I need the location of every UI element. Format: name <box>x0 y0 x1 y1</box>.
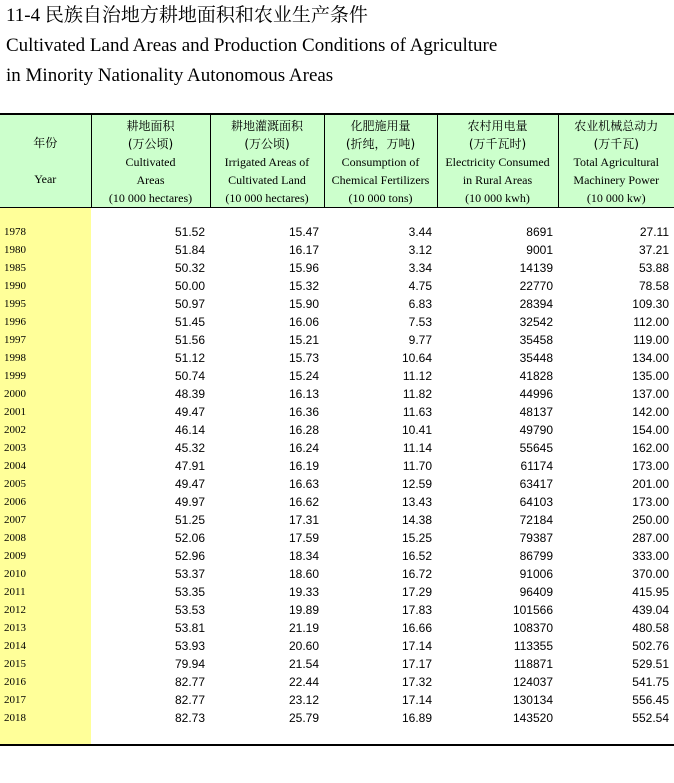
spacer-row <box>0 727 674 745</box>
table-row <box>0 637 674 655</box>
cell-machinery-power: 439.04 <box>632 603 669 617</box>
cell-machinery-power: 137.00 <box>632 387 669 401</box>
cell-irrigated-areas: 22.44 <box>288 675 319 689</box>
table-row <box>0 619 674 637</box>
cell-rural-electricity: 64103 <box>519 495 553 509</box>
cell-rural-electricity: 61174 <box>520 459 553 473</box>
header-irrigated-areas <box>210 114 324 208</box>
cell-year: 2015 <box>0 655 91 673</box>
cell-rural-electricity: 14139 <box>519 261 553 275</box>
cell-rural-electricity: 41828 <box>519 369 553 383</box>
cell-irrigated-areas: 15.96 <box>288 261 319 275</box>
cell-chemical-fertilizers: 3.44 <box>408 225 432 239</box>
cell-chemical-fertilizers: 16.72 <box>401 567 432 581</box>
cell-year: 2008 <box>0 529 91 547</box>
title-english-line1: Cultivated Land Areas and Production Conditions of Agriculture <box>6 35 498 56</box>
cell-chemical-fertilizers: 11.70 <box>402 459 432 473</box>
cell-rural-electricity: 124037 <box>512 675 553 689</box>
spacer-cell <box>324 727 437 745</box>
cell-rural-electricity: 35448 <box>519 351 553 365</box>
cell-machinery-power: 78.58 <box>638 279 669 293</box>
spacer-cell-year <box>0 208 91 224</box>
cell-cultivated-areas: 51.45 <box>174 315 205 329</box>
cell-rural-electricity: 44996 <box>519 387 553 401</box>
cell-chemical-fertilizers: 15.25 <box>401 531 432 545</box>
cell-chemical-fertilizers: 16.52 <box>401 549 432 563</box>
cell-machinery-power: 415.95 <box>632 585 669 599</box>
cell-irrigated-areas: 16.19 <box>288 459 319 473</box>
table-row <box>0 583 674 601</box>
cell-irrigated-areas: 18.34 <box>288 549 319 563</box>
table-row <box>0 493 674 511</box>
cell-irrigated-areas: 16.63 <box>288 477 319 491</box>
cell-cultivated-areas: 51.84 <box>174 243 205 257</box>
cell-year: 2005 <box>0 475 91 493</box>
cell-machinery-power: 53.88 <box>638 261 669 275</box>
spacer-cell <box>558 727 674 745</box>
table-row <box>0 313 674 331</box>
cell-chemical-fertilizers: 17.14 <box>401 639 432 653</box>
cell-chemical-fertilizers: 10.64 <box>401 351 432 365</box>
header-col3-en2: Chemical Fertilizers <box>331 173 430 187</box>
cell-rural-electricity: 130134 <box>512 693 553 707</box>
cell-machinery-power: 201.00 <box>632 477 669 491</box>
table-row <box>0 223 674 241</box>
header-col5-unit: (10 000 kw) <box>586 191 646 205</box>
cell-year: 1990 <box>0 277 91 295</box>
cell-irrigated-areas: 21.19 <box>288 621 319 635</box>
spacer-cell <box>91 208 210 224</box>
cell-chemical-fertilizers: 17.83 <box>401 603 432 617</box>
cell-cultivated-areas: 46.14 <box>174 423 205 437</box>
header-col4-cn2: (万千瓦时) <box>468 137 527 151</box>
spacer-cell <box>437 208 558 224</box>
cell-rural-electricity: 35458 <box>519 333 553 347</box>
header-col1-unit: (10 000 hectares) <box>108 191 193 205</box>
cell-chemical-fertilizers: 17.32 <box>401 675 432 689</box>
cell-machinery-power: 142.00 <box>632 405 669 419</box>
header-col1-en2: Areas <box>136 173 165 187</box>
cell-irrigated-areas: 19.33 <box>288 585 319 599</box>
cell-irrigated-areas: 17.31 <box>288 513 319 527</box>
cell-rural-electricity: 118871 <box>513 657 553 671</box>
header-col4-cn1: 农村用电量 <box>467 119 528 133</box>
table-row <box>0 691 674 709</box>
table-row <box>0 529 674 547</box>
cell-rural-electricity: 55645 <box>519 441 553 455</box>
header-col5-en2: Machinery Power <box>573 173 660 187</box>
table-header <box>0 114 674 208</box>
table-row <box>0 421 674 439</box>
cell-irrigated-areas: 15.90 <box>288 297 319 311</box>
header-col1-en1: Cultivated <box>125 155 176 169</box>
cell-machinery-power: 119.00 <box>633 333 669 347</box>
spacer-cell <box>210 208 324 224</box>
cell-year: 2002 <box>0 421 91 439</box>
header-col2-cn1: 耕地灌溉面积 <box>230 119 303 133</box>
cell-cultivated-areas: 50.00 <box>174 279 205 293</box>
cell-year: 2012 <box>0 601 91 619</box>
table-row <box>0 331 674 349</box>
table-row <box>0 601 674 619</box>
cell-cultivated-areas: 51.56 <box>174 333 205 347</box>
cell-chemical-fertilizers: 7.53 <box>408 315 432 329</box>
cell-irrigated-areas: 16.62 <box>288 495 319 509</box>
cell-machinery-power: 162.00 <box>632 441 669 455</box>
header-chemical-fertilizers <box>324 114 437 208</box>
cell-cultivated-areas: 49.97 <box>174 495 205 509</box>
cell-machinery-power: 250.00 <box>632 513 669 527</box>
spacer-cell <box>558 208 674 224</box>
cell-year: 1980 <box>0 241 91 259</box>
cell-cultivated-areas: 47.91 <box>174 459 205 473</box>
cell-irrigated-areas: 16.36 <box>288 405 319 419</box>
header-col4-en2: in Rural Areas <box>462 173 533 187</box>
cell-irrigated-areas: 15.21 <box>288 333 319 347</box>
header-col3-en1: Consumption of <box>341 155 420 169</box>
cell-irrigated-areas: 16.17 <box>288 243 319 257</box>
cell-cultivated-areas: 53.93 <box>174 639 205 653</box>
table-row <box>0 277 674 295</box>
table-row <box>0 259 674 277</box>
cell-irrigated-areas: 16.28 <box>288 423 319 437</box>
cell-chemical-fertilizers: 17.29 <box>401 585 432 599</box>
header-col3-unit: (10 000 tons) <box>348 191 413 205</box>
table-row <box>0 241 674 259</box>
cell-rural-electricity: 91006 <box>519 567 553 581</box>
cell-chemical-fertilizers: 10.41 <box>401 423 432 437</box>
cell-machinery-power: 112.00 <box>633 315 669 329</box>
cell-machinery-power: 333.00 <box>632 549 669 563</box>
data-table <box>0 113 674 746</box>
spacer-cell <box>437 727 558 745</box>
cell-rural-electricity: 8691 <box>526 225 553 239</box>
cell-chemical-fertilizers: 6.83 <box>408 297 432 311</box>
cell-machinery-power: 135.00 <box>632 369 669 383</box>
cell-chemical-fertilizers: 9.77 <box>408 333 432 347</box>
cell-cultivated-areas: 51.25 <box>174 513 205 527</box>
cell-cultivated-areas: 82.73 <box>174 711 205 725</box>
cell-cultivated-areas: 52.06 <box>174 531 205 545</box>
table-row <box>0 709 674 727</box>
header-cultivated-areas <box>91 114 210 208</box>
title-chinese: 11-4 民族自治地方耕地面积和农业生产条件 <box>6 5 368 26</box>
cell-irrigated-areas: 19.89 <box>288 603 319 617</box>
cell-rural-electricity: 9001 <box>526 243 553 257</box>
header-col2-en2: Cultivated Land <box>228 173 306 187</box>
header-rural-electricity <box>437 114 558 208</box>
cell-cultivated-areas: 50.97 <box>174 297 205 311</box>
cell-irrigated-areas: 21.54 <box>288 657 319 671</box>
cell-chemical-fertilizers: 17.17 <box>401 657 432 671</box>
cell-chemical-fertilizers: 3.34 <box>408 261 432 275</box>
cell-year: 2003 <box>0 439 91 457</box>
cell-machinery-power: 37.21 <box>638 243 669 257</box>
cell-irrigated-areas: 16.13 <box>288 387 319 401</box>
cell-machinery-power: 287.00 <box>632 531 669 545</box>
cell-chemical-fertilizers: 16.89 <box>401 711 432 725</box>
cell-chemical-fertilizers: 16.66 <box>401 621 432 635</box>
cell-chemical-fertilizers: 13.43 <box>401 495 432 509</box>
cell-year: 2000 <box>0 385 91 403</box>
cell-chemical-fertilizers: 11.14 <box>402 441 432 455</box>
cell-rural-electricity: 96409 <box>519 585 553 599</box>
table-row <box>0 511 674 529</box>
cell-machinery-power: 27.11 <box>639 225 669 239</box>
cell-irrigated-areas: 20.60 <box>288 639 319 653</box>
cell-chemical-fertilizers: 17.14 <box>401 693 432 707</box>
cell-rural-electricity: 108370 <box>512 621 553 635</box>
title-block <box>6 4 497 90</box>
cell-cultivated-areas: 79.94 <box>174 657 205 671</box>
cell-cultivated-areas: 48.39 <box>174 387 205 401</box>
header-col3-cn2: (折纯，万吨) <box>345 137 416 151</box>
cell-year: 2014 <box>0 637 91 655</box>
cell-irrigated-areas: 16.24 <box>288 441 319 455</box>
cell-year: 1998 <box>0 349 91 367</box>
spacer-row <box>0 208 674 224</box>
cell-cultivated-areas: 51.52 <box>174 225 205 239</box>
cell-chemical-fertilizers: 11.82 <box>402 387 432 401</box>
cell-year: 2010 <box>0 565 91 583</box>
cell-year: 2001 <box>0 403 91 421</box>
cell-machinery-power: 480.58 <box>632 621 669 635</box>
cell-rural-electricity: 49790 <box>519 423 553 437</box>
cell-year: 2013 <box>0 619 91 637</box>
cell-chemical-fertilizers: 11.63 <box>402 405 432 419</box>
cell-irrigated-areas: 25.79 <box>288 711 319 725</box>
cell-machinery-power: 173.00 <box>632 495 669 509</box>
header-col4-unit: (10 000 kwh) <box>465 191 530 205</box>
header-year <box>0 114 91 208</box>
cell-rural-electricity: 79387 <box>519 531 553 545</box>
table-row <box>0 385 674 403</box>
header-col2-unit: (10 000 hectares) <box>225 191 309 205</box>
cell-year: 1978 <box>0 223 91 241</box>
cell-cultivated-areas: 52.96 <box>174 549 205 563</box>
table-row <box>0 295 674 313</box>
cell-year: 2004 <box>0 457 91 475</box>
cell-machinery-power: 154.00 <box>632 423 669 437</box>
cell-year: 1995 <box>0 295 91 313</box>
title-english-line2: in Minority Nationality Autonomous Areas <box>6 65 334 86</box>
cell-rural-electricity: 143520 <box>512 711 553 725</box>
table-row <box>0 655 674 673</box>
cell-year: 2007 <box>0 511 91 529</box>
table-row <box>0 673 674 691</box>
header-year-en: Year <box>34 172 57 186</box>
cell-machinery-power: 502.76 <box>632 639 669 653</box>
cell-cultivated-areas: 45.32 <box>174 441 205 455</box>
header-col4-en1: Electricity Consumed <box>445 155 550 169</box>
cell-year: 1996 <box>0 313 91 331</box>
cell-chemical-fertilizers: 11.12 <box>402 369 432 383</box>
cell-cultivated-areas: 82.77 <box>174 675 205 689</box>
spacer-cell <box>91 727 210 745</box>
header-col5-en1: Total Agricultural <box>573 155 659 169</box>
cell-machinery-power: 541.75 <box>632 675 669 689</box>
cell-cultivated-areas: 51.12 <box>174 351 205 365</box>
header-col2-en1: Irrigated Areas of <box>224 155 310 169</box>
table-row <box>0 439 674 457</box>
table-row <box>0 565 674 583</box>
cell-cultivated-areas: 50.32 <box>174 261 205 275</box>
cell-machinery-power: 370.00 <box>632 567 669 581</box>
table-row <box>0 475 674 493</box>
cell-irrigated-areas: 23.12 <box>288 693 319 707</box>
cell-chemical-fertilizers: 12.59 <box>401 477 432 491</box>
cell-year: 1985 <box>0 259 91 277</box>
cell-irrigated-areas: 15.73 <box>288 351 319 365</box>
cell-rural-electricity: 72184 <box>519 513 553 527</box>
header-year-cn: 年份 <box>33 136 58 150</box>
cell-rural-electricity: 48137 <box>519 405 553 419</box>
cell-chemical-fertilizers: 3.12 <box>408 243 432 257</box>
cell-irrigated-areas: 15.24 <box>288 369 319 383</box>
cell-machinery-power: 529.51 <box>632 657 669 671</box>
cell-irrigated-areas: 16.06 <box>288 315 319 329</box>
cell-year: 2006 <box>0 493 91 511</box>
cell-irrigated-areas: 15.32 <box>288 279 319 293</box>
cell-cultivated-areas: 50.74 <box>174 369 205 383</box>
cell-cultivated-areas: 82.77 <box>174 693 205 707</box>
cell-cultivated-areas: 53.53 <box>174 603 205 617</box>
cell-rural-electricity: 63417 <box>519 477 553 491</box>
table-row <box>0 457 674 475</box>
spacer-cell <box>0 727 91 745</box>
cell-machinery-power: 552.54 <box>632 711 669 725</box>
header-col5-cn2: (万千瓦) <box>593 137 639 151</box>
cell-irrigated-areas: 15.47 <box>288 225 319 239</box>
cell-year: 1997 <box>0 331 91 349</box>
table-row <box>0 547 674 565</box>
cell-machinery-power: 134.00 <box>632 351 669 365</box>
cell-year: 2016 <box>0 673 91 691</box>
cell-rural-electricity: 28394 <box>519 297 553 311</box>
cell-irrigated-areas: 17.59 <box>288 531 319 545</box>
cell-year: 1999 <box>0 367 91 385</box>
cell-rural-electricity: 86799 <box>519 549 553 563</box>
spacer-cell <box>210 727 324 745</box>
header-machinery-power <box>558 114 674 208</box>
cell-cultivated-areas: 49.47 <box>174 477 205 491</box>
cell-chemical-fertilizers: 14.38 <box>401 513 432 527</box>
cell-year: 2011 <box>0 583 91 601</box>
header-col1-cn1: 耕地面积 <box>126 119 175 133</box>
cell-machinery-power: 173.00 <box>632 459 669 473</box>
table-row <box>0 367 674 385</box>
table-row <box>0 403 674 421</box>
cell-cultivated-areas: 53.81 <box>174 621 205 635</box>
cell-rural-electricity: 113355 <box>513 639 553 653</box>
cell-year: 2009 <box>0 547 91 565</box>
header-col3-cn1: 化肥施用量 <box>350 119 411 133</box>
cell-cultivated-areas: 53.35 <box>174 585 205 599</box>
header-col1-cn2: (万公顷) <box>127 137 174 151</box>
header-col2-cn2: (万公顷) <box>244 137 290 151</box>
cell-rural-electricity: 22770 <box>519 279 553 293</box>
cell-rural-electricity: 101566 <box>512 603 553 617</box>
cell-year: 2017 <box>0 691 91 709</box>
cell-irrigated-areas: 18.60 <box>288 567 319 581</box>
spacer-cell <box>324 208 437 224</box>
cell-year: 2018 <box>0 709 91 727</box>
cell-rural-electricity: 32542 <box>519 315 553 329</box>
table-row <box>0 349 674 367</box>
cell-cultivated-areas: 53.37 <box>174 567 205 581</box>
table-body <box>0 208 674 746</box>
cell-chemical-fertilizers: 4.75 <box>408 279 432 293</box>
cell-machinery-power: 109.30 <box>632 297 669 311</box>
cell-cultivated-areas: 49.47 <box>174 405 205 419</box>
cell-machinery-power: 556.45 <box>632 693 669 707</box>
header-col5-cn1: 农业机械总动力 <box>574 119 659 133</box>
